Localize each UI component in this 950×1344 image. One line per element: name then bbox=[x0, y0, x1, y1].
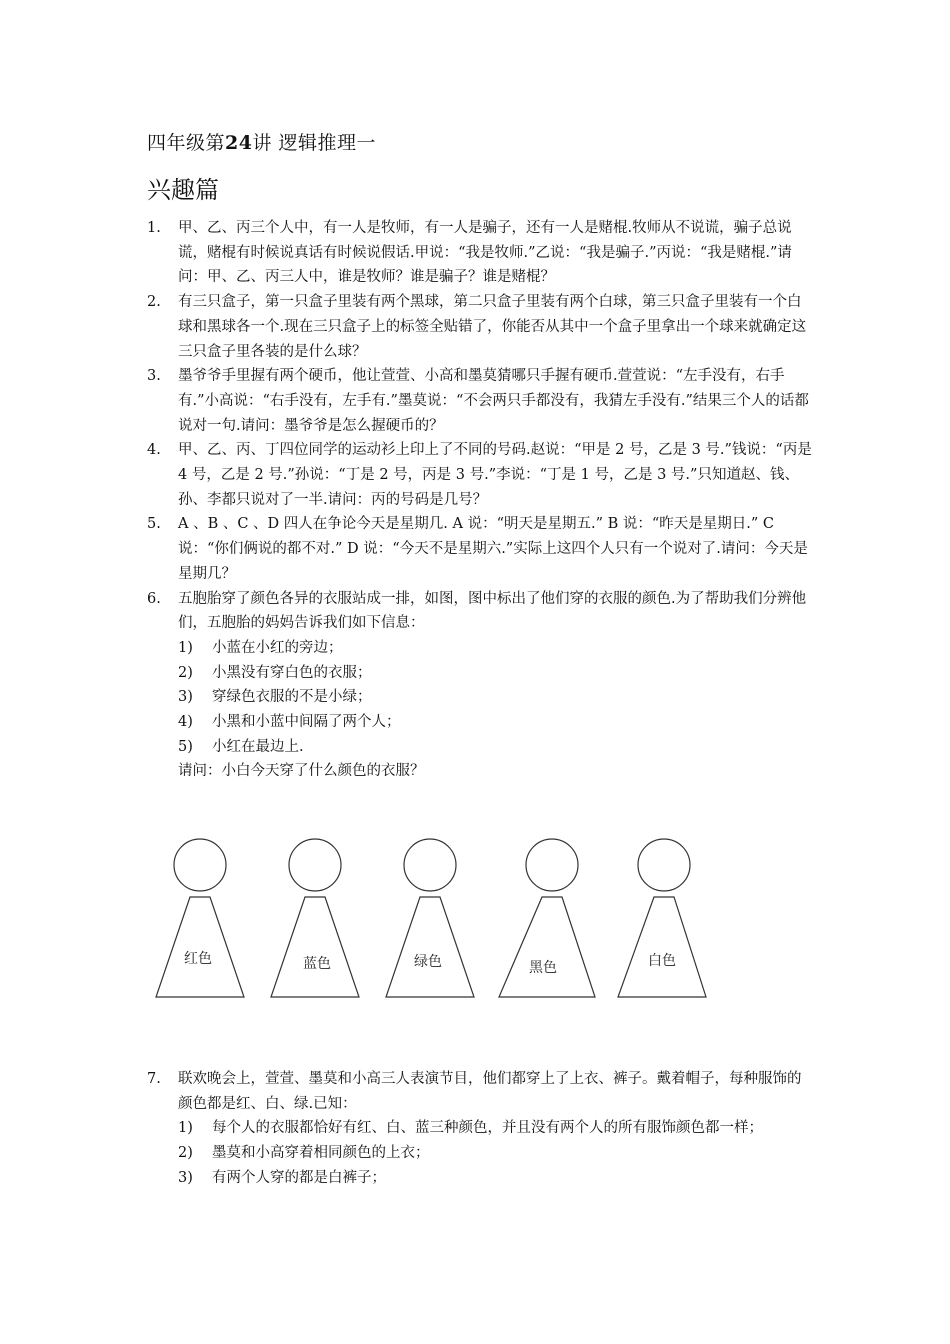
person-head bbox=[404, 839, 456, 891]
problem-text: 五胞胎穿了颜色各异的衣服站成一排，如图，图中标出了他们穿的衣服的颜色.为了帮助我们分辨他们，五胞胎的妈妈告诉我们如下信息： bbox=[178, 590, 807, 632]
figure-person bbox=[156, 839, 244, 997]
condition-item bbox=[178, 735, 812, 760]
problem-list bbox=[147, 216, 812, 784]
problem-number: 5. bbox=[147, 516, 161, 533]
condition-list bbox=[178, 1116, 812, 1190]
problem-4 bbox=[147, 438, 812, 512]
condition-text: 小红在最边上. bbox=[212, 738, 304, 755]
figure-person bbox=[499, 839, 595, 997]
figure-person bbox=[271, 839, 359, 997]
problem-text: 联欢晚会上，萱萱、墨莫和小高三人表演节目，他们都穿上了上衣、裤子。戴着帽子，每种服饰的颜色都是红、白、绿.已知： bbox=[178, 1071, 802, 1112]
shirt-color-label: 绿色 bbox=[414, 954, 442, 970]
lecture-number: 24 bbox=[225, 132, 253, 154]
condition-text: 小蓝在小红的旁边； bbox=[212, 639, 343, 656]
condition-item bbox=[178, 710, 812, 735]
problem-question: 请问：小白今天穿了什么颜色的衣服？ bbox=[178, 763, 425, 780]
condition-text: 每个人的衣服都恰好有红、白、蓝三种颜色，并且没有两个人的所有服饰颜色都一样； bbox=[212, 1120, 763, 1137]
problem-number: 2. bbox=[147, 294, 161, 311]
problem-number: 7. bbox=[147, 1071, 161, 1087]
problem-number: 3. bbox=[147, 368, 161, 385]
problem-text: A 、B 、C 、D 四人在争论今天是星期几. A 说：“明天是星期五.” B 说：“昨天是星期日.” C 说：“你们俩说的都不对.” D 说：“今天不是星期六.”实际上这四个人只有一个说对了.请问：今天是星期几？ bbox=[178, 516, 808, 582]
condition-number: 2) bbox=[178, 664, 193, 681]
shirt-color-label: 黑色 bbox=[529, 960, 557, 976]
person-body bbox=[271, 897, 359, 997]
person-body bbox=[156, 897, 244, 997]
condition-item bbox=[178, 1116, 812, 1141]
problem-7 bbox=[147, 1067, 812, 1191]
person-body bbox=[618, 897, 706, 997]
condition-number: 3) bbox=[178, 1169, 193, 1186]
condition-number: 3) bbox=[178, 689, 193, 706]
problem-number: 1. bbox=[147, 220, 161, 236]
title-suffix: 讲 逻辑推理一 bbox=[252, 132, 377, 154]
shirt-color-label: 红色 bbox=[184, 951, 212, 967]
problem-number: 4. bbox=[147, 442, 161, 459]
condition-number: 1) bbox=[178, 639, 193, 656]
problem-text: 有三只盒子，第一只盒子里装有两个黑球，第二只盒子里装有两个白球，第三只盒子里装有一个白球和黑球各一个.现在三只盒子上的标签全贴错了，你能否从其中一个盒子里拿出一个球来就确定这三只盒子里各装的是什么球？ bbox=[178, 294, 807, 360]
condition-item bbox=[178, 685, 812, 710]
person-head bbox=[174, 839, 226, 891]
problem-text: 墨爷爷手里握有两个硬币，他让萱萱、小高和墨莫猜哪只手握有硬币.萱萱说：“左手没有，右手有.”小高说：“右手没有，左手有.”墨莫说：“不会两只手都没有，我猜左手没有.”结果三个人的话都说对一句.请问：墨爷爷是怎么握硬币的？ bbox=[178, 368, 809, 434]
condition-text: 小黑没有穿白色的衣服； bbox=[212, 664, 372, 681]
condition-item bbox=[178, 661, 812, 686]
condition-text: 墨莫和小高穿着相同颜色的上衣； bbox=[212, 1145, 430, 1162]
condition-item bbox=[178, 1141, 812, 1166]
shirt-color-label: 蓝色 bbox=[303, 956, 331, 972]
condition-list bbox=[178, 636, 812, 760]
figure-person bbox=[618, 839, 706, 997]
condition-number: 4) bbox=[178, 714, 193, 731]
condition-number: 5) bbox=[178, 738, 193, 755]
person-head bbox=[526, 839, 578, 891]
shirt-color-label: 白色 bbox=[648, 953, 676, 969]
section-title: 兴趣篇 bbox=[147, 176, 219, 204]
condition-text: 穿绿色衣服的不是小绿； bbox=[212, 689, 372, 706]
problem-6 bbox=[147, 587, 812, 785]
problem-1 bbox=[147, 216, 812, 290]
person-body bbox=[386, 897, 474, 997]
problem-list-continued bbox=[147, 1067, 812, 1191]
problem-3 bbox=[147, 364, 812, 438]
problem-number: 6. bbox=[147, 590, 161, 607]
figure-person bbox=[386, 839, 474, 997]
condition-number: 1) bbox=[178, 1120, 193, 1137]
condition-item bbox=[178, 636, 812, 661]
condition-item bbox=[178, 1166, 812, 1191]
condition-number: 2) bbox=[178, 1145, 193, 1162]
quintuplets-figure bbox=[150, 835, 750, 1005]
person-head bbox=[289, 839, 341, 891]
page-title bbox=[147, 128, 376, 155]
problem-text: 甲、乙、丙、丁四位同学的运动衫上印上了不同的号码.赵说：“甲是 2 号，乙是 3 号.”钱说：“丙是 4 号，乙是 2 号.”孙说：“丁是 2 号，丙是 3 号.”李说：“丁是 1 号，乙是 3 号.”只知道赵、钱、孙、李都只说对了一半.请问：丙的号码是几号？ bbox=[178, 442, 812, 508]
condition-text: 小黑和小蓝中间隔了两个人； bbox=[212, 714, 401, 731]
person-head bbox=[638, 839, 690, 891]
condition-text: 有两个人穿的都是白裤子； bbox=[212, 1169, 386, 1186]
title-prefix: 四年级第 bbox=[147, 132, 226, 154]
person-body bbox=[499, 897, 595, 997]
problem-5 bbox=[147, 512, 812, 586]
problem-2 bbox=[147, 290, 812, 364]
problem-text: 甲、乙、丙三个人中，有一人是牧师，有一人是骗子，还有一人是赌棍.牧师从不说谎，骗子总说谎，赌棍有时候说真话有时候说假话.甲说：“我是牧师.”乙说：“我是骗子.”丙说：“我是赌棍.”请问：甲、乙、丙三人中，谁是牧师？谁是骗子？谁是赌棍？ bbox=[178, 220, 792, 286]
